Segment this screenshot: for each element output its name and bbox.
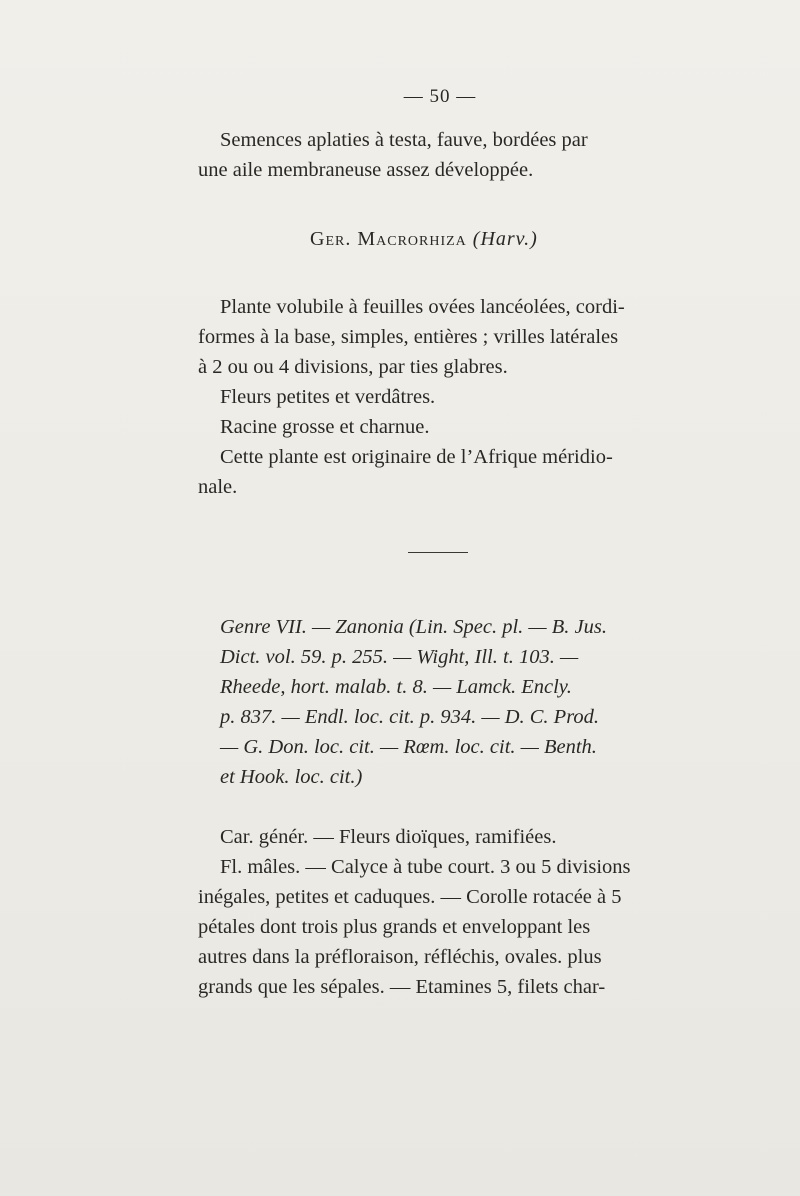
genus-heading-author: (Harv.) [472,228,538,250]
text-line: grands que les sépales. — Etamines 5, filets char- [198,976,606,998]
genus-heading [310,228,538,251]
text-line: autres dans la préfloraison, réfléchis, ovales. plus [198,946,602,968]
text-line: Fl. mâles. — Calyce à tube court. 3 ou 5 divisions [220,856,631,878]
text-line: Racine grosse et charnue. [220,416,430,438]
text-line: Rheede, hort. malab. t. 8. — Lamck. Encly. [220,676,572,698]
text-line: nale. [198,476,238,498]
text-line: Dict. vol. 59. p. 255. — Wight, Ill. t. 103. — [220,646,579,668]
text-line: Car. génér. — Fleurs dioïques, ramifiées. [220,826,557,848]
text-line: une aile membraneuse assez développée. [198,159,534,181]
text-line: à 2 ou ou 4 divisions, par ties glabres. [198,356,508,378]
text-line: pétales dont trois plus grands et enveloppant les [198,916,591,938]
zanonia-references [198,612,686,792]
section-divider [408,552,468,553]
macrorhiza-description [198,292,686,502]
text-line: et Hook. loc. cit.) [220,766,363,788]
text-line: Semences aplaties à testa, fauve, bordées par [220,129,588,151]
text-line: Plante volubile à feuilles ovées lancéolées, cordi- [220,296,625,318]
text-line: — G. Don. loc. cit. — Rœm. loc. cit. — Benth. [220,736,597,758]
text-line: formes à la base, simples, entières ; vrilles latérales [198,326,619,348]
text-line: Cette plante est originaire de l’Afrique méridio- [220,446,613,468]
text-line: Genre VII. — Zanonia (Lin. Spec. pl. — B. Jus. [220,616,607,638]
seeds-paragraph [198,125,686,185]
text-line: inégales, petites et caduques. — Corolle rotacée à 5 [198,886,622,908]
genus-heading-label: Ger. Macrorhiza [310,228,467,250]
text-line: Fleurs petites et verdâtres. [220,386,436,408]
page-number: — 50 — [403,86,477,107]
zanonia-characters [198,822,686,1002]
text-line: p. 837. — Endl. loc. cit. p. 934. — D. C. Prod. [220,706,600,728]
